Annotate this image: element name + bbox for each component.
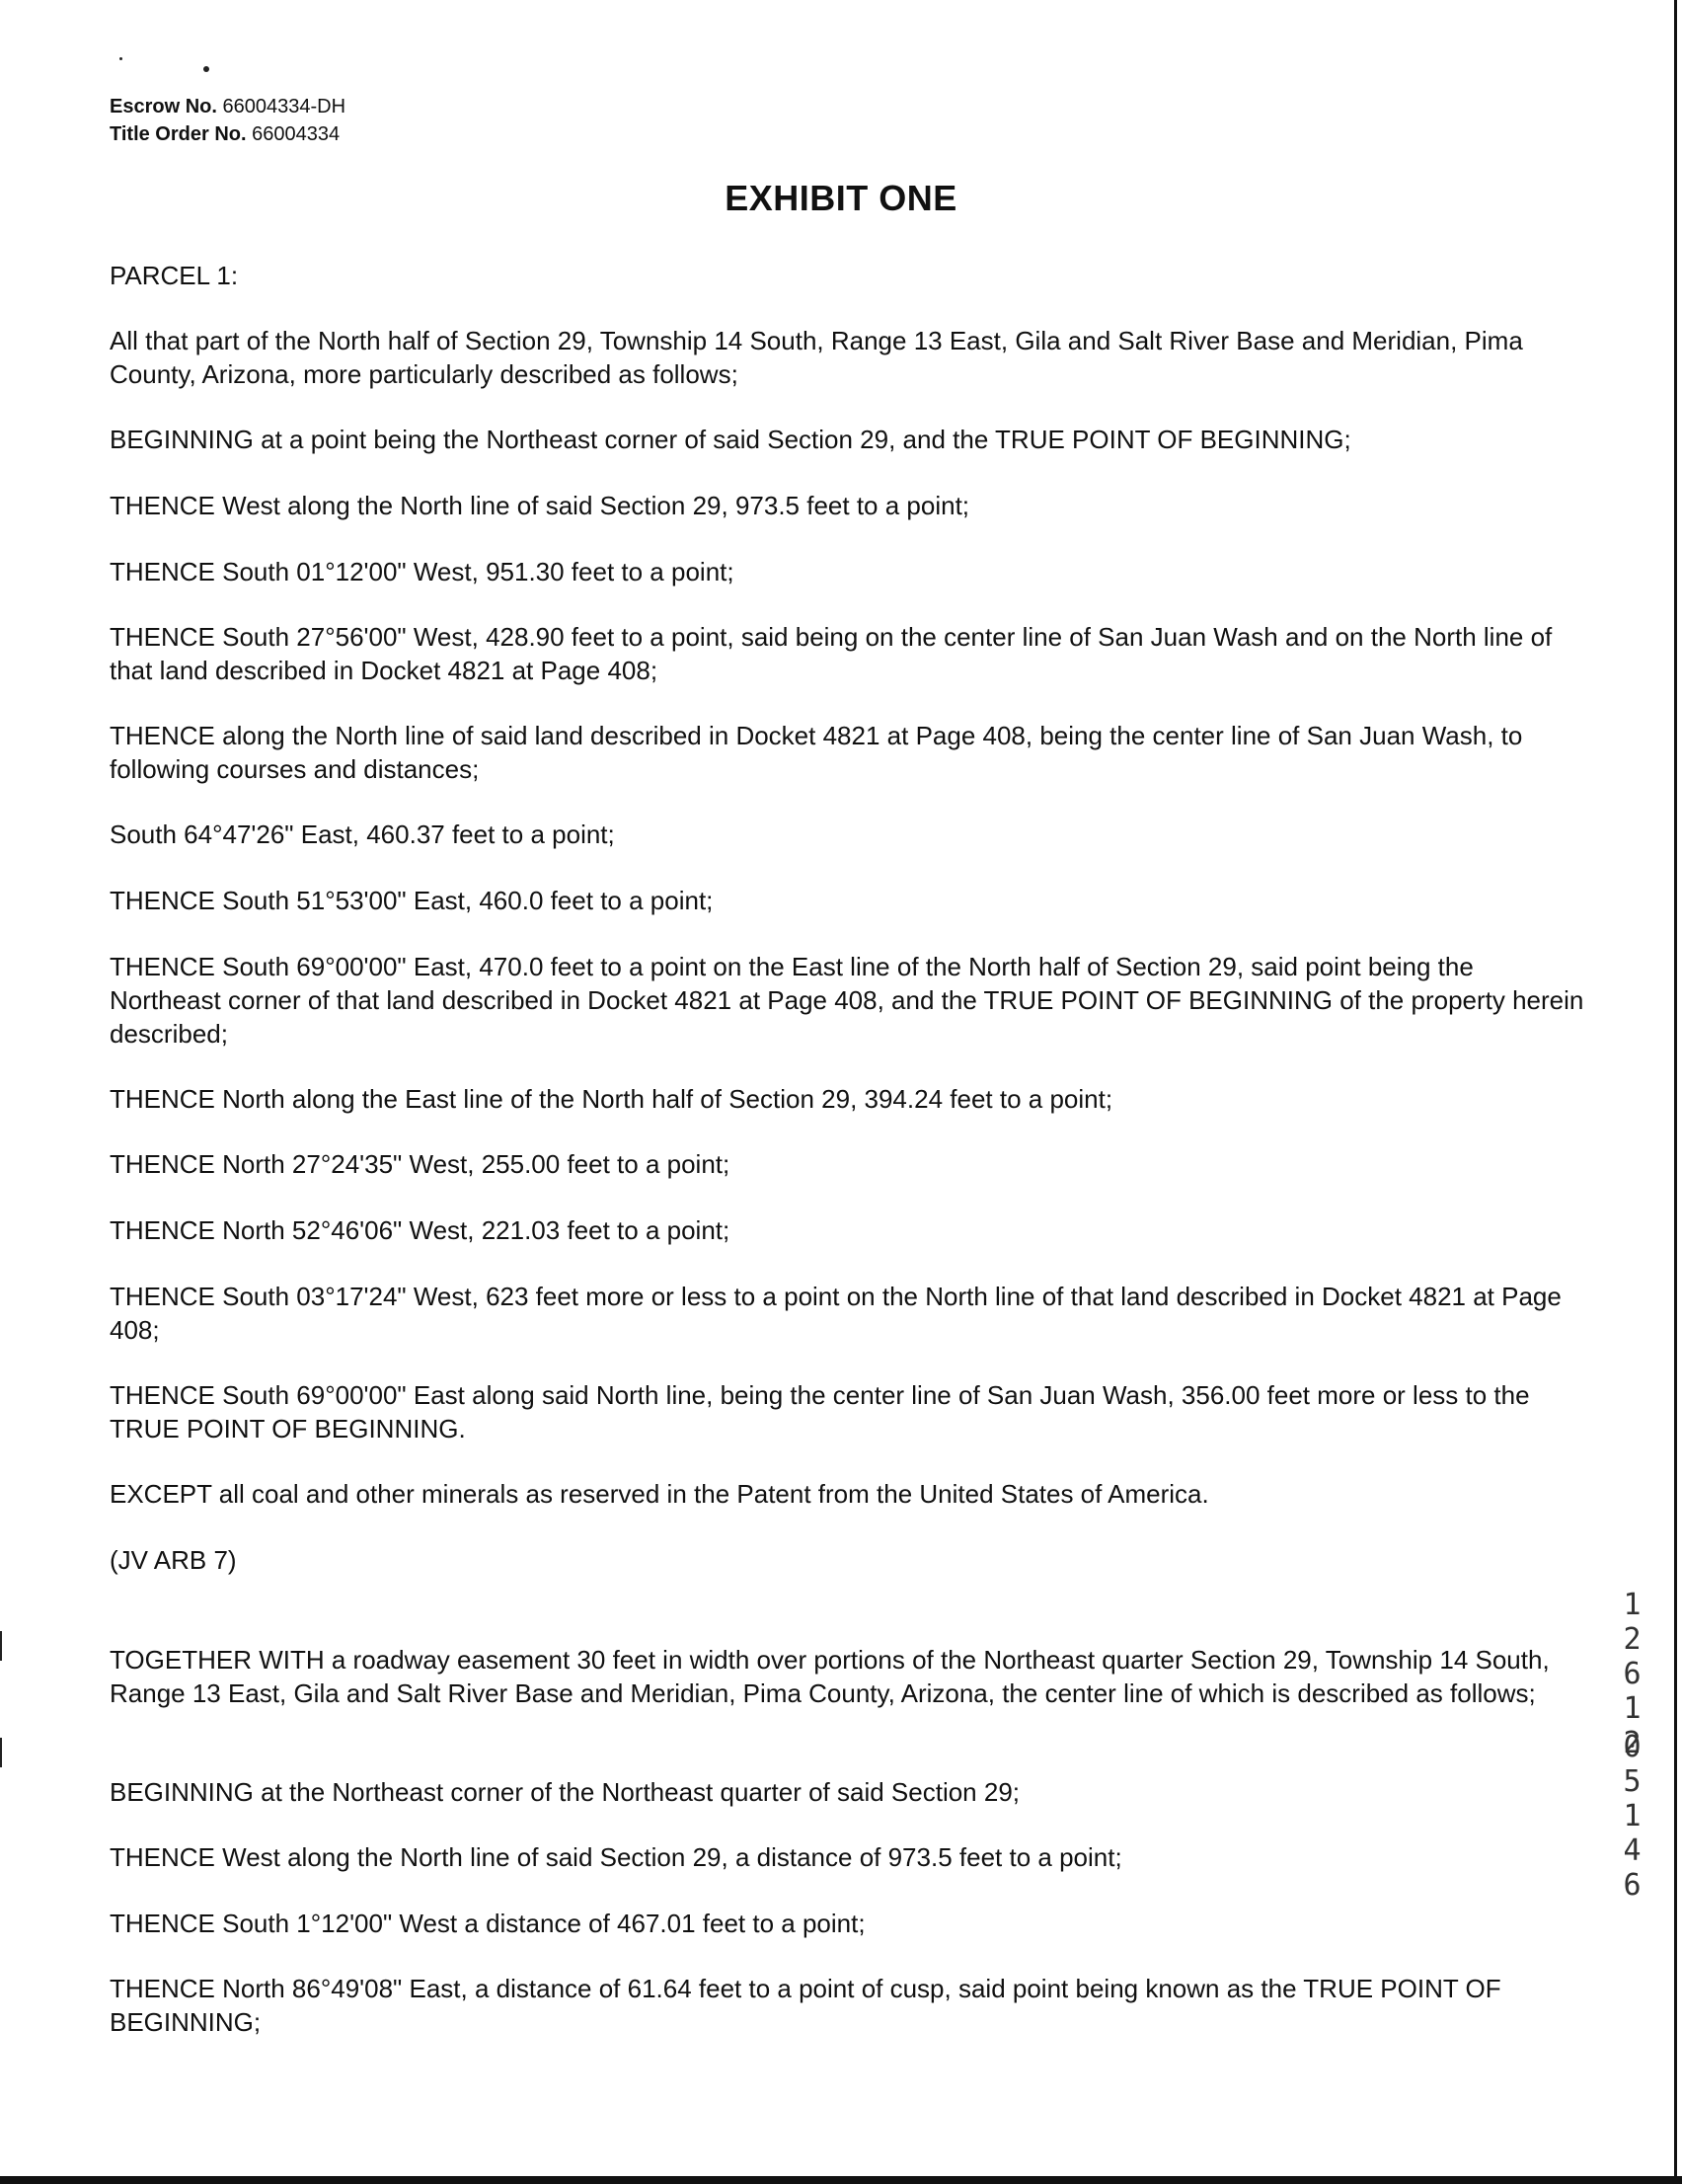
legal-paragraph: THENCE South 69°00'00" East along said North line, being the center line of San Juan Wash, 356.00 feet more or less to the TRUE POINT OF BEGINNING. [110,1380,1530,1443]
escrow-value: 66004334-DH [222,96,346,117]
scan-bottom-edge [0,2176,1682,2184]
legal-paragraph: THENCE South 1°12'00" West a distance of 467.01 feet to a point; [110,1909,866,1938]
legal-paragraph: BEGINNING at a point being the Northeast corner of said Section 29, and the TRUE POINT OF BEGINNING; [110,425,1351,454]
stamp-digits: 05146 [1615,1730,1649,1903]
recording-stamp-line2 [1614,1730,1649,1906]
legal-paragraph: THENCE North 27°24'35" West, 255.00 feet to a point; [110,1149,730,1179]
legal-paragraph: THENCE West along the North line of said Section 29, 973.5 feet to a point; [110,491,970,520]
legal-paragraph: THENCE South 27°56'00" West, 428.90 feet to a point, said being on the center line of San Juan Wash and on the North line of that land described in Docket 4821 at Page 408; [110,622,1553,685]
title-order-number [110,120,340,148]
scan-edge-mark [0,1738,2,1767]
legal-paragraph: THENCE North 52°46'06" West, 221.03 feet to a point; [110,1215,730,1245]
legal-paragraph: South 64°47'26" East, 460.37 feet to a point; [110,819,615,849]
scan-edge-mark [0,1631,2,1661]
parcel-description: All that part of the North half of Section 29, Township 14 South, Range 13 East, Gila and Salt River Base and Meridian, Pima County, Arizona, more particularly described as follows; [110,326,1523,389]
scan-edge-line [1674,0,1677,2184]
exception-paragraph: EXCEPT all coal and other minerals as reserved in the Patent from the United States of America. [110,1479,1209,1509]
title-order-label: Title Order No. [110,123,247,145]
title-order-value: 66004334 [252,123,341,145]
legal-paragraph: THENCE West along the North line of said Section 29, a distance of 973.5 feet to a point; [110,1842,1122,1872]
stamp-digits: 12612 [1615,1588,1649,1760]
legal-paragraph: THENCE South 03°17'24" West, 623 feet more or less to a point on the North line of that land described in Docket 4821 at Page 408; [110,1282,1562,1345]
parcel-heading: PARCEL 1: [110,261,239,290]
scan-speck [119,57,122,60]
legal-paragraph: THENCE South 69°00'00" East, 470.0 feet to a point on the East line of the North half of Section 29, said point being the Northeast corner of that land described in Docket 4821 at Page 408, and the TRUE POINT OF BEGINNING of the property herein described; [110,952,1584,1049]
escrow-number [110,93,345,120]
scan-speck [203,66,209,72]
legal-paragraph: THENCE along the North line of said land described in Docket 4821 at Page 408, being the center line of San Juan Wash, to following courses and distances; [110,721,1523,784]
easement-paragraph: TOGETHER WITH a roadway easement 30 feet in width over portions of the Northeast quarter Section 29, Township 14 South, Range 13 East, Gila and Salt River Base and Meridian, Pima County, Arizona, the center line of which is described as follows; [110,1645,1550,1708]
legal-paragraph: THENCE South 01°12'00" West, 951.30 feet to a point; [110,557,734,586]
document-title: EXHIBIT ONE [725,178,957,218]
reference-note: (JV ARB 7) [110,1545,237,1575]
legal-paragraph: BEGINNING at the Northeast corner of the Northeast quarter of said Section 29; [110,1777,1021,1807]
escrow-label: Escrow No. [110,96,217,117]
legal-paragraph: THENCE South 51°53'00" East, 460.0 feet to a point; [110,886,714,915]
legal-paragraph: THENCE North 86°49'08" East, a distance of 61.64 feet to a point of cusp, said point being known as the TRUE POINT OF BEGINNING; [110,1974,1501,2037]
legal-paragraph: THENCE North along the East line of the North half of Section 29, 394.24 feet to a point; [110,1084,1113,1114]
